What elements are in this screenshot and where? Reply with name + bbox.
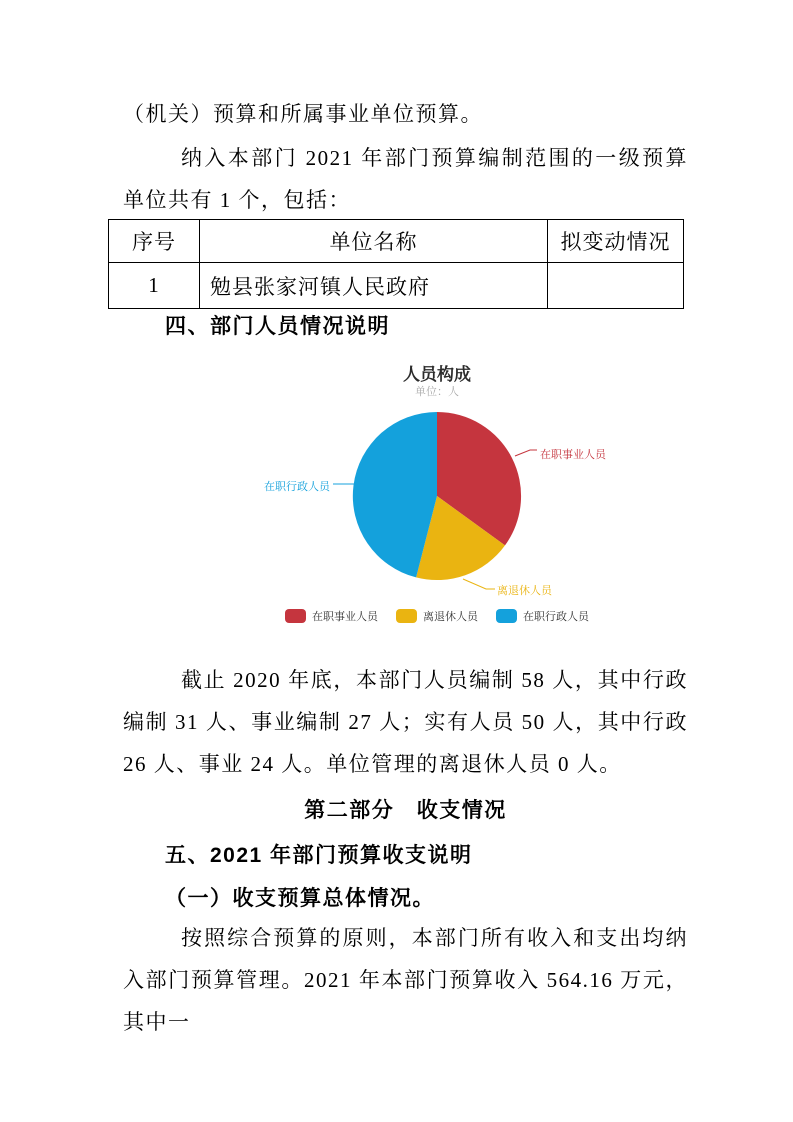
legend-label: 离退休人员: [423, 611, 478, 623]
pie-label-zhiye: 在职事业人员: [540, 449, 606, 461]
cell-index: 1: [109, 263, 200, 309]
legend-swatch-yellow: [396, 609, 417, 623]
legend-label: 在职行政人员: [523, 611, 589, 623]
col-header-index: 序号: [109, 220, 200, 263]
table-row: [109, 263, 684, 309]
paragraph-personnel-stats: 截止 2020 年底，本部门人员编制 58 人，其中行政编制 31 人、事业编制 27 人；实有人员 50 人，其中行政 26 人、事业 24 人。单位管理的离退休人员 0 人。: [123, 668, 688, 776]
legend-item-zhiye: [285, 608, 378, 624]
pie-label-lituixiu: 离退休人员: [497, 585, 552, 597]
heading-part-2: 第二部分 收支情况: [304, 799, 507, 822]
paragraph-unit-count: 纳入本部门 2021 年部门预算编制范围的一级预算单位共有 1 个，包括：: [123, 146, 688, 212]
heading-subsection-1: （一）收支预算总体情况。: [165, 887, 435, 910]
heading-section-5: 五、2021 年部门预算收支说明: [165, 844, 473, 867]
paragraph-budget-overview: 按照综合预算的原则，本部门所有收入和支出均纳入部门预算管理。2021 年本部门预算收入 564.16 万元，其中一: [123, 926, 688, 1034]
leader-line-zhiye: [515, 450, 537, 456]
paragraph-budget-scope: （机关）预算和所属事业单位预算。: [123, 102, 483, 126]
legend-swatch-blue: [496, 609, 517, 623]
chart-unit-label: 单位：人: [415, 386, 459, 398]
cell-planned-change: [548, 263, 684, 309]
heading-section-4: 四、部门人员情况说明: [165, 315, 390, 338]
col-header-planned-change: 拟变动情况: [548, 220, 684, 263]
legend-item-lituixiu: [396, 608, 478, 624]
pie-label-xingzheng: 在职行政人员: [264, 481, 330, 493]
chart-legend: [276, 608, 598, 624]
budget-units-table: [108, 219, 684, 309]
table-header-row: [109, 220, 684, 263]
chart-title: 人员构成: [403, 365, 471, 384]
cell-unit-name: 勉县张家河镇人民政府: [200, 263, 548, 309]
personnel-composition-chart: [250, 350, 670, 642]
pie-chart-canvas: [250, 350, 670, 642]
legend-swatch-red: [285, 609, 306, 623]
legend-item-xingzheng: [496, 608, 589, 624]
leader-line-lituixiu: [463, 579, 495, 589]
legend-label: 在职事业人员: [312, 611, 378, 623]
col-header-unit-name: 单位名称: [200, 220, 548, 263]
